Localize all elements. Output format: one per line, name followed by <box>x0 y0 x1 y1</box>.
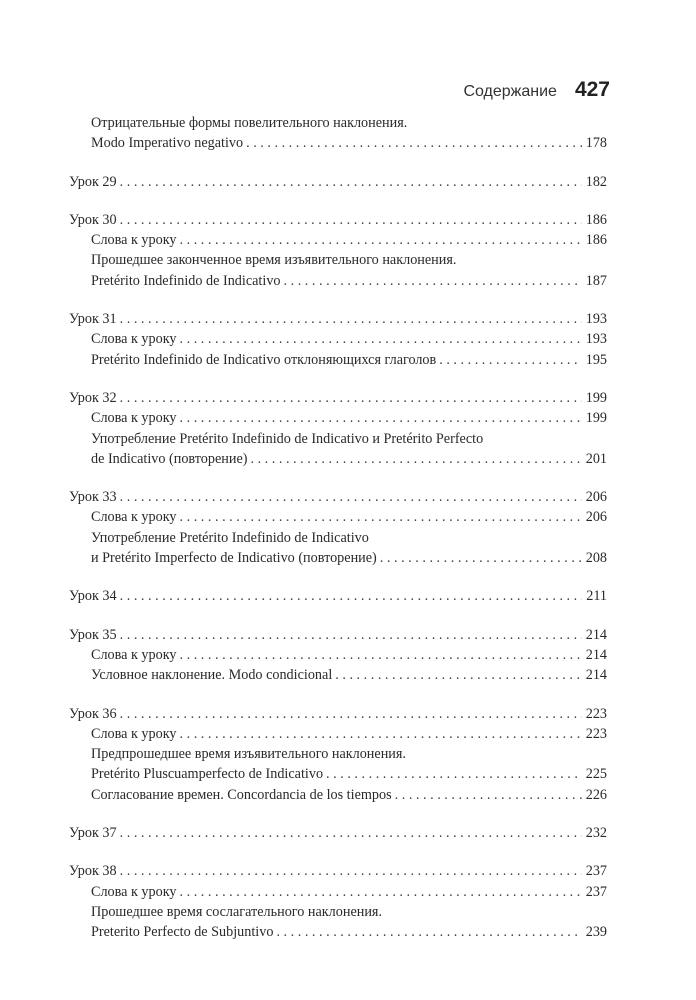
toc-line <box>69 625 607 645</box>
toc-group <box>69 625 607 686</box>
entry-page-number: 195 <box>585 351 607 368</box>
entry-title: Слова к уроку <box>91 883 177 900</box>
toc-subentry[interactable] <box>69 350 607 370</box>
entry-title: Урок 33 <box>69 489 117 506</box>
entry-title: Употребление Pretérito Indefinido de Indicativo <box>91 529 369 546</box>
toc-line <box>69 113 607 133</box>
dot-leader <box>243 133 582 153</box>
entry-title: Слова к уроку <box>91 725 177 742</box>
entry-title: и Pretérito Imperfecto de Indicativo (повторение) <box>91 550 377 567</box>
toc-line <box>69 548 607 568</box>
toc-line <box>69 309 607 329</box>
entry-title: Pretérito Indefinido de Indicativo <box>91 272 281 289</box>
entry-page-number: 193 <box>585 331 607 348</box>
dot-leader <box>177 408 582 428</box>
entry-page-number: 225 <box>585 766 607 783</box>
toc-lesson-entry[interactable] <box>69 861 607 881</box>
toc-line <box>69 507 607 527</box>
dot-leader <box>177 329 582 349</box>
entry-title: Прошедшее время сослагательного наклонения. <box>91 903 383 920</box>
dot-leader <box>177 230 582 250</box>
toc-lesson-entry[interactable] <box>69 388 607 408</box>
entry-page-number: 201 <box>585 450 607 467</box>
toc-subentry[interactable] <box>69 882 607 902</box>
toc-line <box>69 350 607 370</box>
toc-lesson-entry[interactable] <box>69 487 607 507</box>
running-header <box>463 78 610 102</box>
entry-title: Урок 38 <box>69 863 117 880</box>
entry-page-number: 187 <box>585 272 607 289</box>
toc-subentry[interactable] <box>69 408 607 428</box>
entry-title: Слова к уроку <box>91 410 177 427</box>
toc-subentry[interactable] <box>69 329 607 349</box>
dot-leader <box>117 172 582 192</box>
toc-line <box>69 902 607 922</box>
header-title: Содержание <box>463 83 557 100</box>
toc-line <box>69 210 607 230</box>
toc-line <box>69 785 607 805</box>
entry-page-number: 214 <box>585 667 607 684</box>
toc-line <box>69 665 607 685</box>
entry-page-number: 199 <box>585 410 607 427</box>
toc-lesson-entry[interactable] <box>69 625 607 645</box>
toc-group <box>69 309 607 370</box>
toc-lesson-entry[interactable] <box>69 586 607 606</box>
toc-subentry[interactable] <box>69 507 607 527</box>
toc-group <box>69 586 607 606</box>
dot-leader <box>117 704 582 724</box>
entry-page-number: 211 <box>586 588 607 605</box>
entry-title: Отрицательные формы повелительного наклонения. <box>91 115 408 131</box>
entry-title: de Indicativo (повторение) <box>91 450 248 467</box>
entry-page-number: 186 <box>585 232 607 249</box>
entry-page-number: 237 <box>585 883 607 900</box>
toc-line <box>69 823 607 843</box>
toc-group <box>69 823 607 843</box>
dot-leader <box>117 388 582 408</box>
dot-leader <box>436 350 581 370</box>
toc-group <box>69 172 607 192</box>
entry-page-number: 214 <box>585 646 607 663</box>
toc-line <box>69 704 607 724</box>
toc-line <box>69 645 607 665</box>
dot-leader <box>177 507 582 527</box>
entry-title: Урок 37 <box>69 825 117 842</box>
entry-title: Слова к уроку <box>91 331 177 348</box>
dot-leader <box>117 210 582 230</box>
toc-line <box>69 449 607 469</box>
dot-leader <box>177 645 582 665</box>
entry-page-number: 199 <box>585 389 607 406</box>
entry-page-number: 206 <box>585 509 607 526</box>
toc-lesson-entry[interactable] <box>69 172 607 192</box>
entry-page-number: 223 <box>585 725 607 742</box>
entry-page-number: 208 <box>585 550 607 567</box>
toc-line <box>69 487 607 507</box>
toc-lesson-entry[interactable] <box>69 309 607 329</box>
toc-subentry[interactable] <box>69 744 607 785</box>
toc-group <box>69 113 607 154</box>
entry-title: Слова к уроку <box>91 509 177 526</box>
entry-page-number: 193 <box>585 311 607 328</box>
dot-leader <box>177 724 582 744</box>
dot-leader <box>247 449 581 469</box>
toc-subentry[interactable] <box>69 645 607 665</box>
dot-leader <box>323 764 582 784</box>
toc-line <box>69 586 607 606</box>
entry-page-number: 206 <box>585 489 607 506</box>
entry-title: Слова к уроку <box>91 232 177 249</box>
entry-page-number: 237 <box>585 863 607 880</box>
toc-subentry[interactable] <box>69 250 607 291</box>
entry-page-number: 182 <box>585 173 607 190</box>
entry-title: Pretérito Pluscuamperfecto de Indicativo <box>91 766 324 783</box>
entry-title: Предпрошедшее время изъявительного наклонения. <box>91 746 406 763</box>
dot-leader <box>117 861 582 881</box>
toc-subentry[interactable] <box>69 528 607 569</box>
toc-line <box>69 744 607 764</box>
toc-subentry[interactable] <box>69 902 607 943</box>
entry-page-number: 226 <box>585 786 607 803</box>
toc-subentry[interactable] <box>69 724 607 744</box>
dot-leader <box>117 487 582 507</box>
toc-lesson-entry[interactable] <box>69 704 607 724</box>
toc-line <box>69 922 607 942</box>
toc-line <box>69 388 607 408</box>
toc-group <box>69 210 607 291</box>
toc-line <box>69 172 607 192</box>
entry-title: Урок 32 <box>69 389 117 406</box>
toc-subentry[interactable] <box>69 230 607 250</box>
entry-title: Урок 29 <box>69 173 117 190</box>
entry-title: Употребление Pretérito Indefinido de Indicativo и Pretérito Perfecto <box>91 430 484 447</box>
dot-leader <box>332 665 581 685</box>
entry-title: Preterito Perfecto de Subjuntivo <box>91 924 274 941</box>
entry-title: Урок 31 <box>69 311 117 328</box>
entry-page-number: 178 <box>585 135 607 152</box>
table-of-contents <box>69 113 607 961</box>
entry-title: Условное наклонение. Modo condicional <box>91 667 333 684</box>
entry-page-number: 186 <box>585 211 607 228</box>
toc-subentry[interactable] <box>69 113 607 154</box>
entry-title: Урок 34 <box>69 588 117 605</box>
toc-lesson-entry[interactable] <box>69 210 607 230</box>
toc-line <box>69 133 607 153</box>
entry-title: Modo Imperativo negativo <box>91 135 244 152</box>
entry-title: Урок 30 <box>69 211 117 228</box>
toc-line <box>69 250 607 270</box>
toc-line <box>69 429 607 449</box>
dot-leader <box>117 586 583 606</box>
entry-title: Согласование времен. Concordancia de los tiempos <box>91 786 392 803</box>
toc-line <box>69 271 607 291</box>
entry-title: Прошедшее законченное время изъявительного наклонения. <box>91 252 457 269</box>
entry-title: Урок 36 <box>69 705 117 722</box>
dot-leader <box>392 785 582 805</box>
entry-title: Урок 35 <box>69 626 117 643</box>
toc-subentry[interactable] <box>69 665 607 685</box>
toc-group <box>69 388 607 469</box>
dot-leader <box>117 309 582 329</box>
toc-line <box>69 724 607 744</box>
page-number: 427 <box>574 78 610 101</box>
toc-line <box>69 861 607 881</box>
toc-line <box>69 329 607 349</box>
toc-line <box>69 408 607 428</box>
toc-line <box>69 528 607 548</box>
entry-page-number: 214 <box>585 626 607 643</box>
toc-subentry[interactable] <box>69 429 607 470</box>
dot-leader <box>273 922 581 942</box>
entry-title: Pretérito Indefinido de Indicativo отклоняющихся глаголов <box>91 351 437 368</box>
entry-page-number: 232 <box>585 825 607 842</box>
toc-line <box>69 230 607 250</box>
entry-page-number: 239 <box>585 924 607 941</box>
dot-leader <box>377 548 582 568</box>
toc-line <box>69 882 607 902</box>
dot-leader <box>177 882 582 902</box>
toc-line <box>69 764 607 784</box>
toc-group <box>69 704 607 805</box>
dot-leader <box>117 823 582 843</box>
entry-title: Слова к уроку <box>91 646 177 663</box>
dot-leader <box>281 271 582 291</box>
toc-subentry[interactable] <box>69 785 607 805</box>
toc-group <box>69 487 607 568</box>
dot-leader <box>117 625 582 645</box>
entry-page-number: 223 <box>585 705 607 722</box>
toc-group <box>69 861 607 942</box>
toc-lesson-entry[interactable] <box>69 823 607 843</box>
